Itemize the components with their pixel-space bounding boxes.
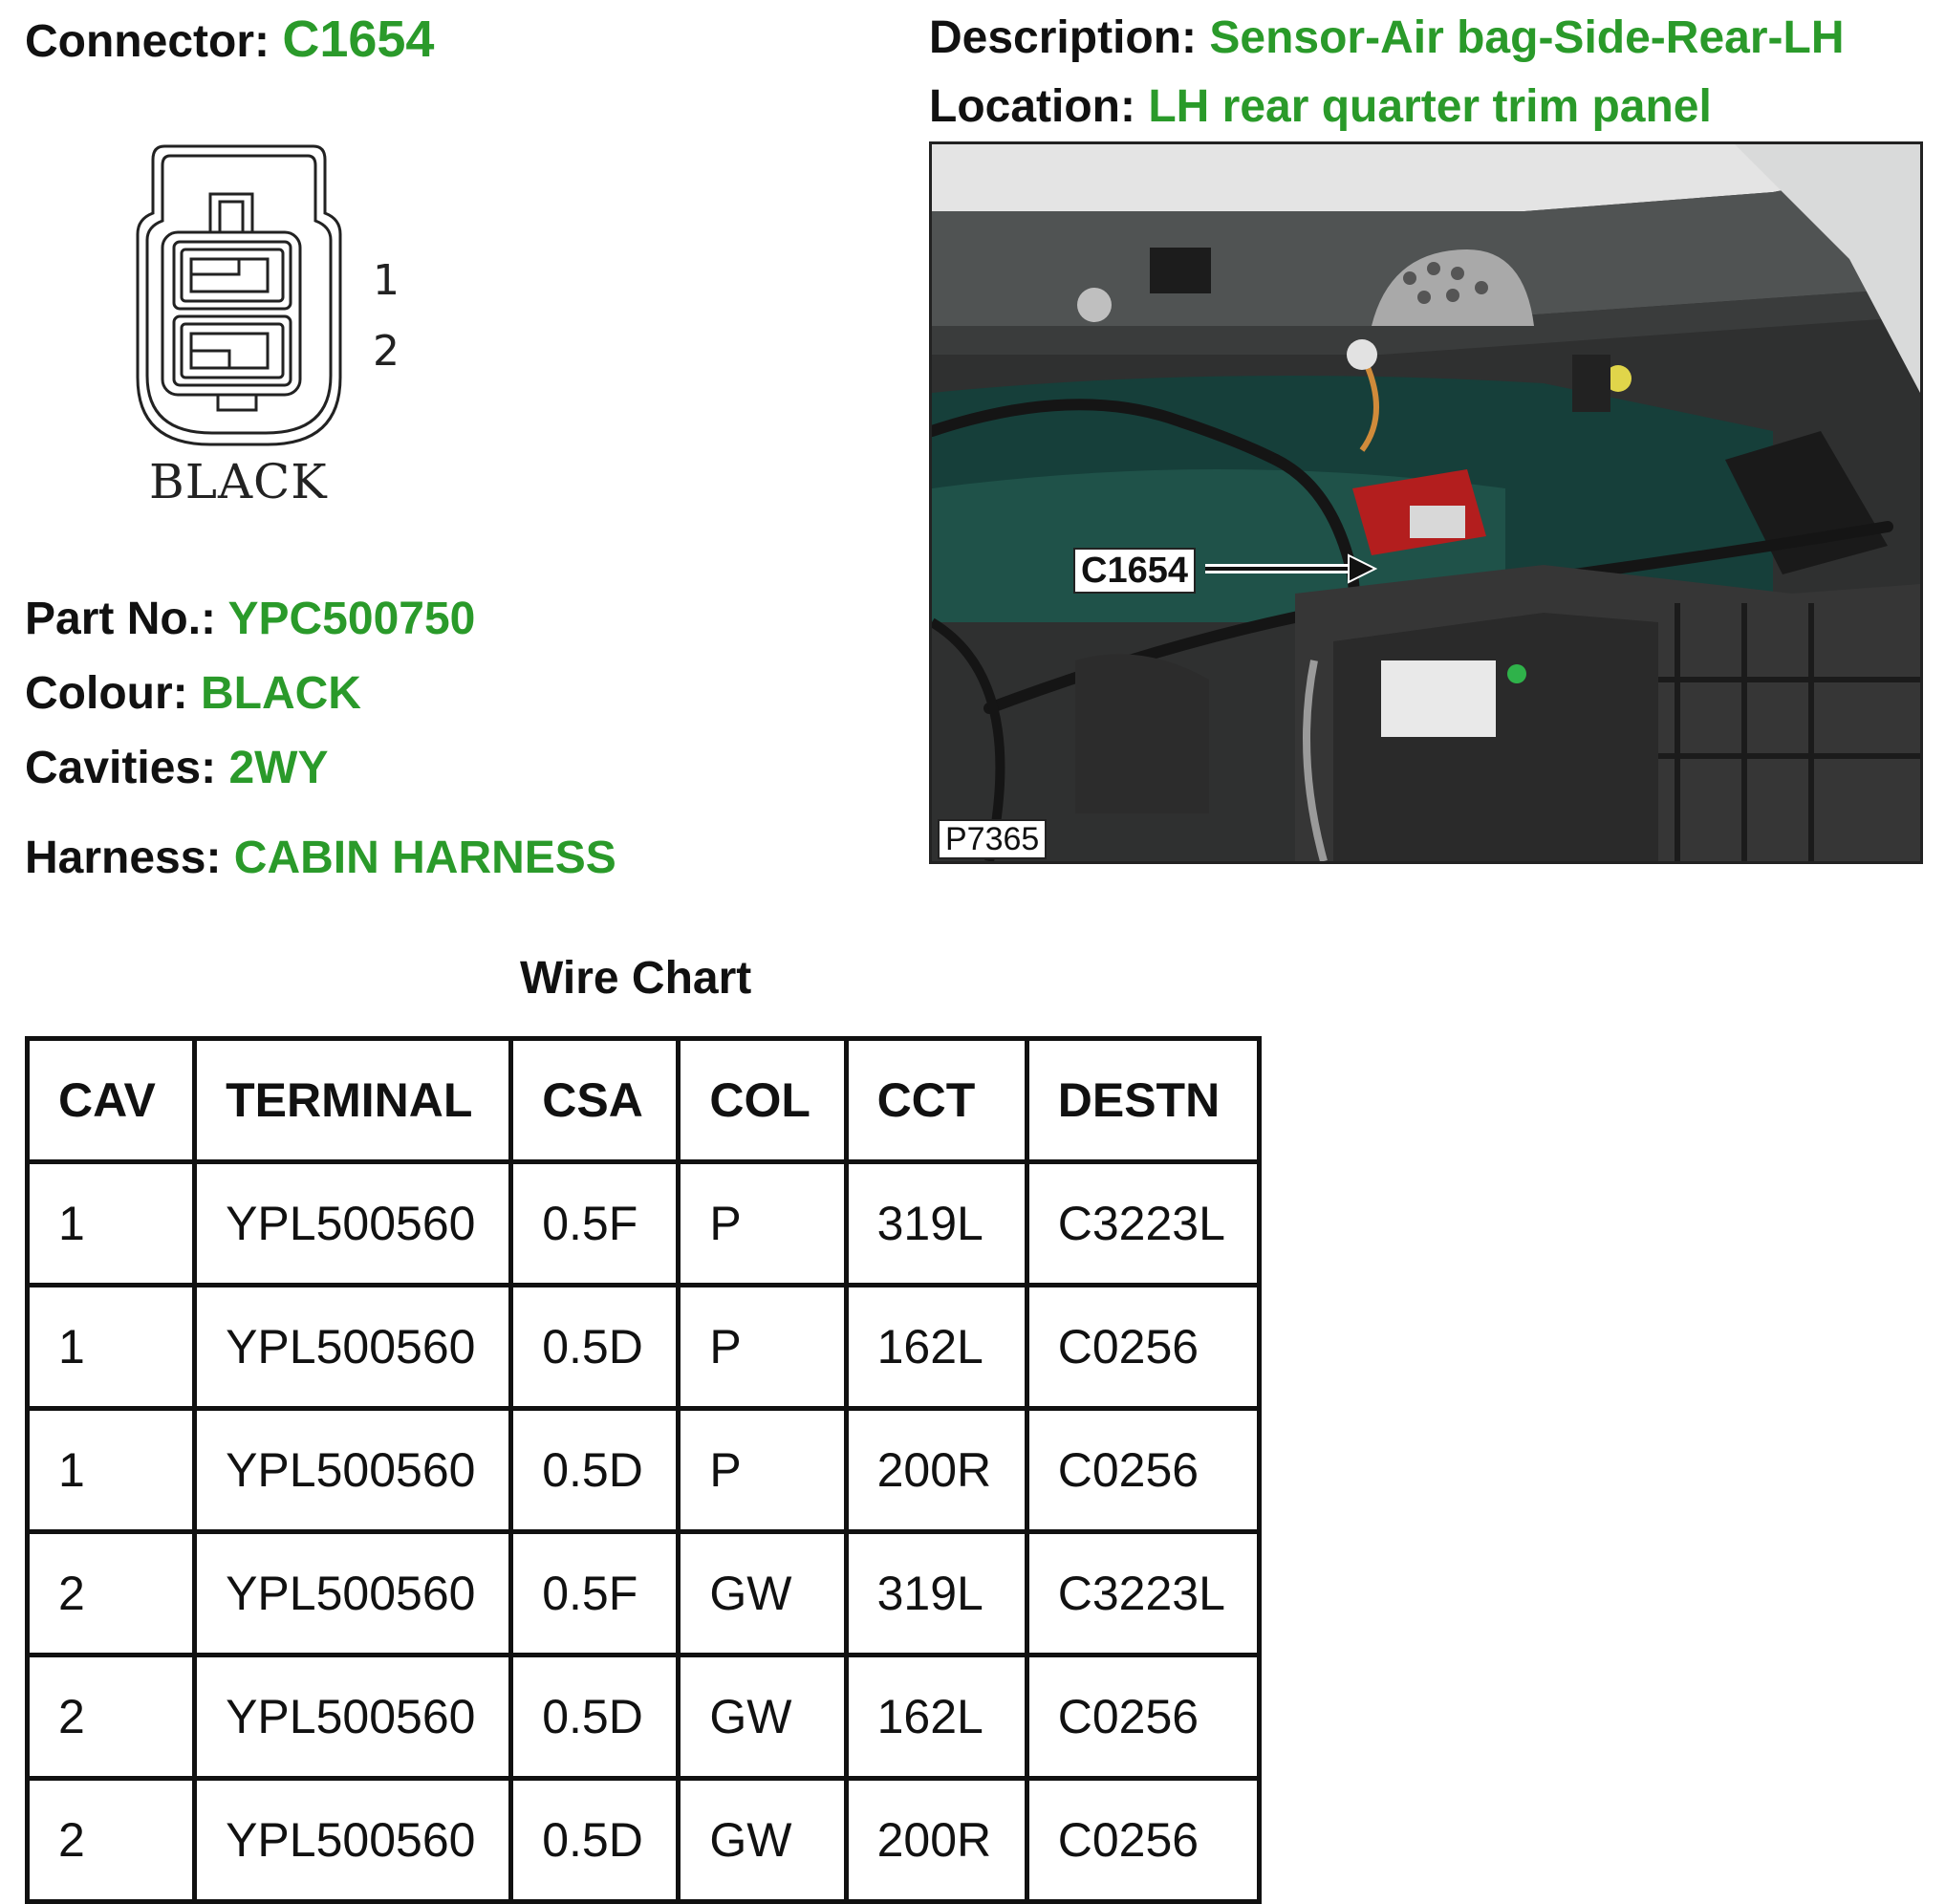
cell-csa: 0.5D: [511, 1286, 679, 1409]
cell-col: GW: [679, 1532, 846, 1655]
photo-callout-label: C1654: [1073, 548, 1196, 594]
cell-cav: 1: [28, 1162, 195, 1286]
cell-cct: 162L: [846, 1286, 1027, 1409]
cell-destn: C3223L: [1027, 1162, 1259, 1286]
cell-csa: 0.5F: [511, 1532, 679, 1655]
callout-arrow-icon: [1205, 550, 1377, 588]
cell-cct: 200R: [846, 1779, 1027, 1902]
part-no-label: Part No.:: [25, 594, 217, 644]
cell-csa: 0.5D: [511, 1409, 679, 1532]
location-line: [929, 80, 1712, 133]
location-value: LH rear quarter trim panel: [1148, 81, 1712, 132]
connector-colour-text: BLACK: [149, 454, 328, 509]
cell-terminal: YPL500560: [195, 1532, 511, 1655]
description-value: Sensor-Air bag-Side-Rear-LH: [1209, 12, 1845, 63]
cavities-line: [25, 742, 328, 794]
cell-destn: C0256: [1027, 1655, 1259, 1779]
wire-chart-table: [25, 1036, 1262, 1904]
connector-value: C1654: [282, 11, 435, 68]
cell-terminal: YPL500560: [195, 1655, 511, 1779]
colour-label: Colour:: [25, 668, 188, 719]
cell-destn: C3223L: [1027, 1532, 1259, 1655]
cell-cav: 2: [28, 1779, 195, 1902]
pin-1-label: 1: [373, 256, 400, 305]
cell-cav: 1: [28, 1409, 195, 1532]
header-csa: CSA: [511, 1039, 679, 1162]
cell-terminal: YPL500560: [195, 1162, 511, 1286]
cell-cav: 2: [28, 1655, 195, 1779]
table-row: [28, 1409, 1260, 1532]
part-no-line: [25, 593, 475, 645]
cell-cct: 319L: [846, 1162, 1027, 1286]
cell-terminal: YPL500560: [195, 1409, 511, 1532]
cell-destn: C0256: [1027, 1409, 1259, 1532]
header-cav: CAV: [28, 1039, 195, 1162]
cavities-label: Cavities:: [25, 743, 217, 793]
pin-2-label: 2: [373, 327, 400, 376]
photo-scene: [932, 144, 1920, 861]
harness-line: [25, 832, 616, 884]
cavities-value: 2WY: [228, 743, 329, 793]
harness-value: CABIN HARNESS: [233, 833, 616, 883]
cell-terminal: YPL500560: [195, 1286, 511, 1409]
cell-destn: C0256: [1027, 1286, 1259, 1409]
table-row: [28, 1655, 1260, 1779]
connector-label: Connector:: [25, 16, 270, 67]
cell-destn: C0256: [1027, 1779, 1259, 1902]
part-no-value: YPC500750: [227, 594, 476, 644]
cell-terminal: YPL500560: [195, 1779, 511, 1902]
cell-cav: 1: [28, 1286, 195, 1409]
table-row: [28, 1779, 1260, 1902]
header-terminal: TERMINAL: [195, 1039, 511, 1162]
cell-csa: 0.5D: [511, 1779, 679, 1902]
table-row: [28, 1162, 1260, 1286]
connector-face-diagram: [124, 139, 354, 454]
header-destn: DESTN: [1027, 1039, 1259, 1162]
description-label: Description:: [929, 12, 1198, 63]
cell-csa: 0.5F: [511, 1162, 679, 1286]
header-cct: CCT: [846, 1039, 1027, 1162]
colour-value: BLACK: [200, 668, 361, 719]
cell-cct: 319L: [846, 1532, 1027, 1655]
cell-col: GW: [679, 1655, 846, 1779]
header-col: COL: [679, 1039, 846, 1162]
photo-id-label: P7365: [938, 819, 1047, 859]
location-photo: [929, 141, 1923, 864]
cell-col: GW: [679, 1779, 846, 1902]
table-row: [28, 1286, 1260, 1409]
harness-label: Harness:: [25, 833, 222, 883]
description-line: [929, 11, 1844, 64]
cell-col: P: [679, 1286, 846, 1409]
cell-cav: 2: [28, 1532, 195, 1655]
cell-csa: 0.5D: [511, 1655, 679, 1779]
connector-line: [25, 10, 434, 69]
wire-chart-header-row: [28, 1039, 1260, 1162]
table-row: [28, 1532, 1260, 1655]
cell-col: P: [679, 1162, 846, 1286]
cell-cct: 162L: [846, 1655, 1027, 1779]
cell-cct: 200R: [846, 1409, 1027, 1532]
wire-chart-title: Wire Chart: [520, 953, 752, 1004]
colour-line: [25, 667, 361, 720]
cell-col: P: [679, 1409, 846, 1532]
location-label: Location:: [929, 81, 1135, 132]
